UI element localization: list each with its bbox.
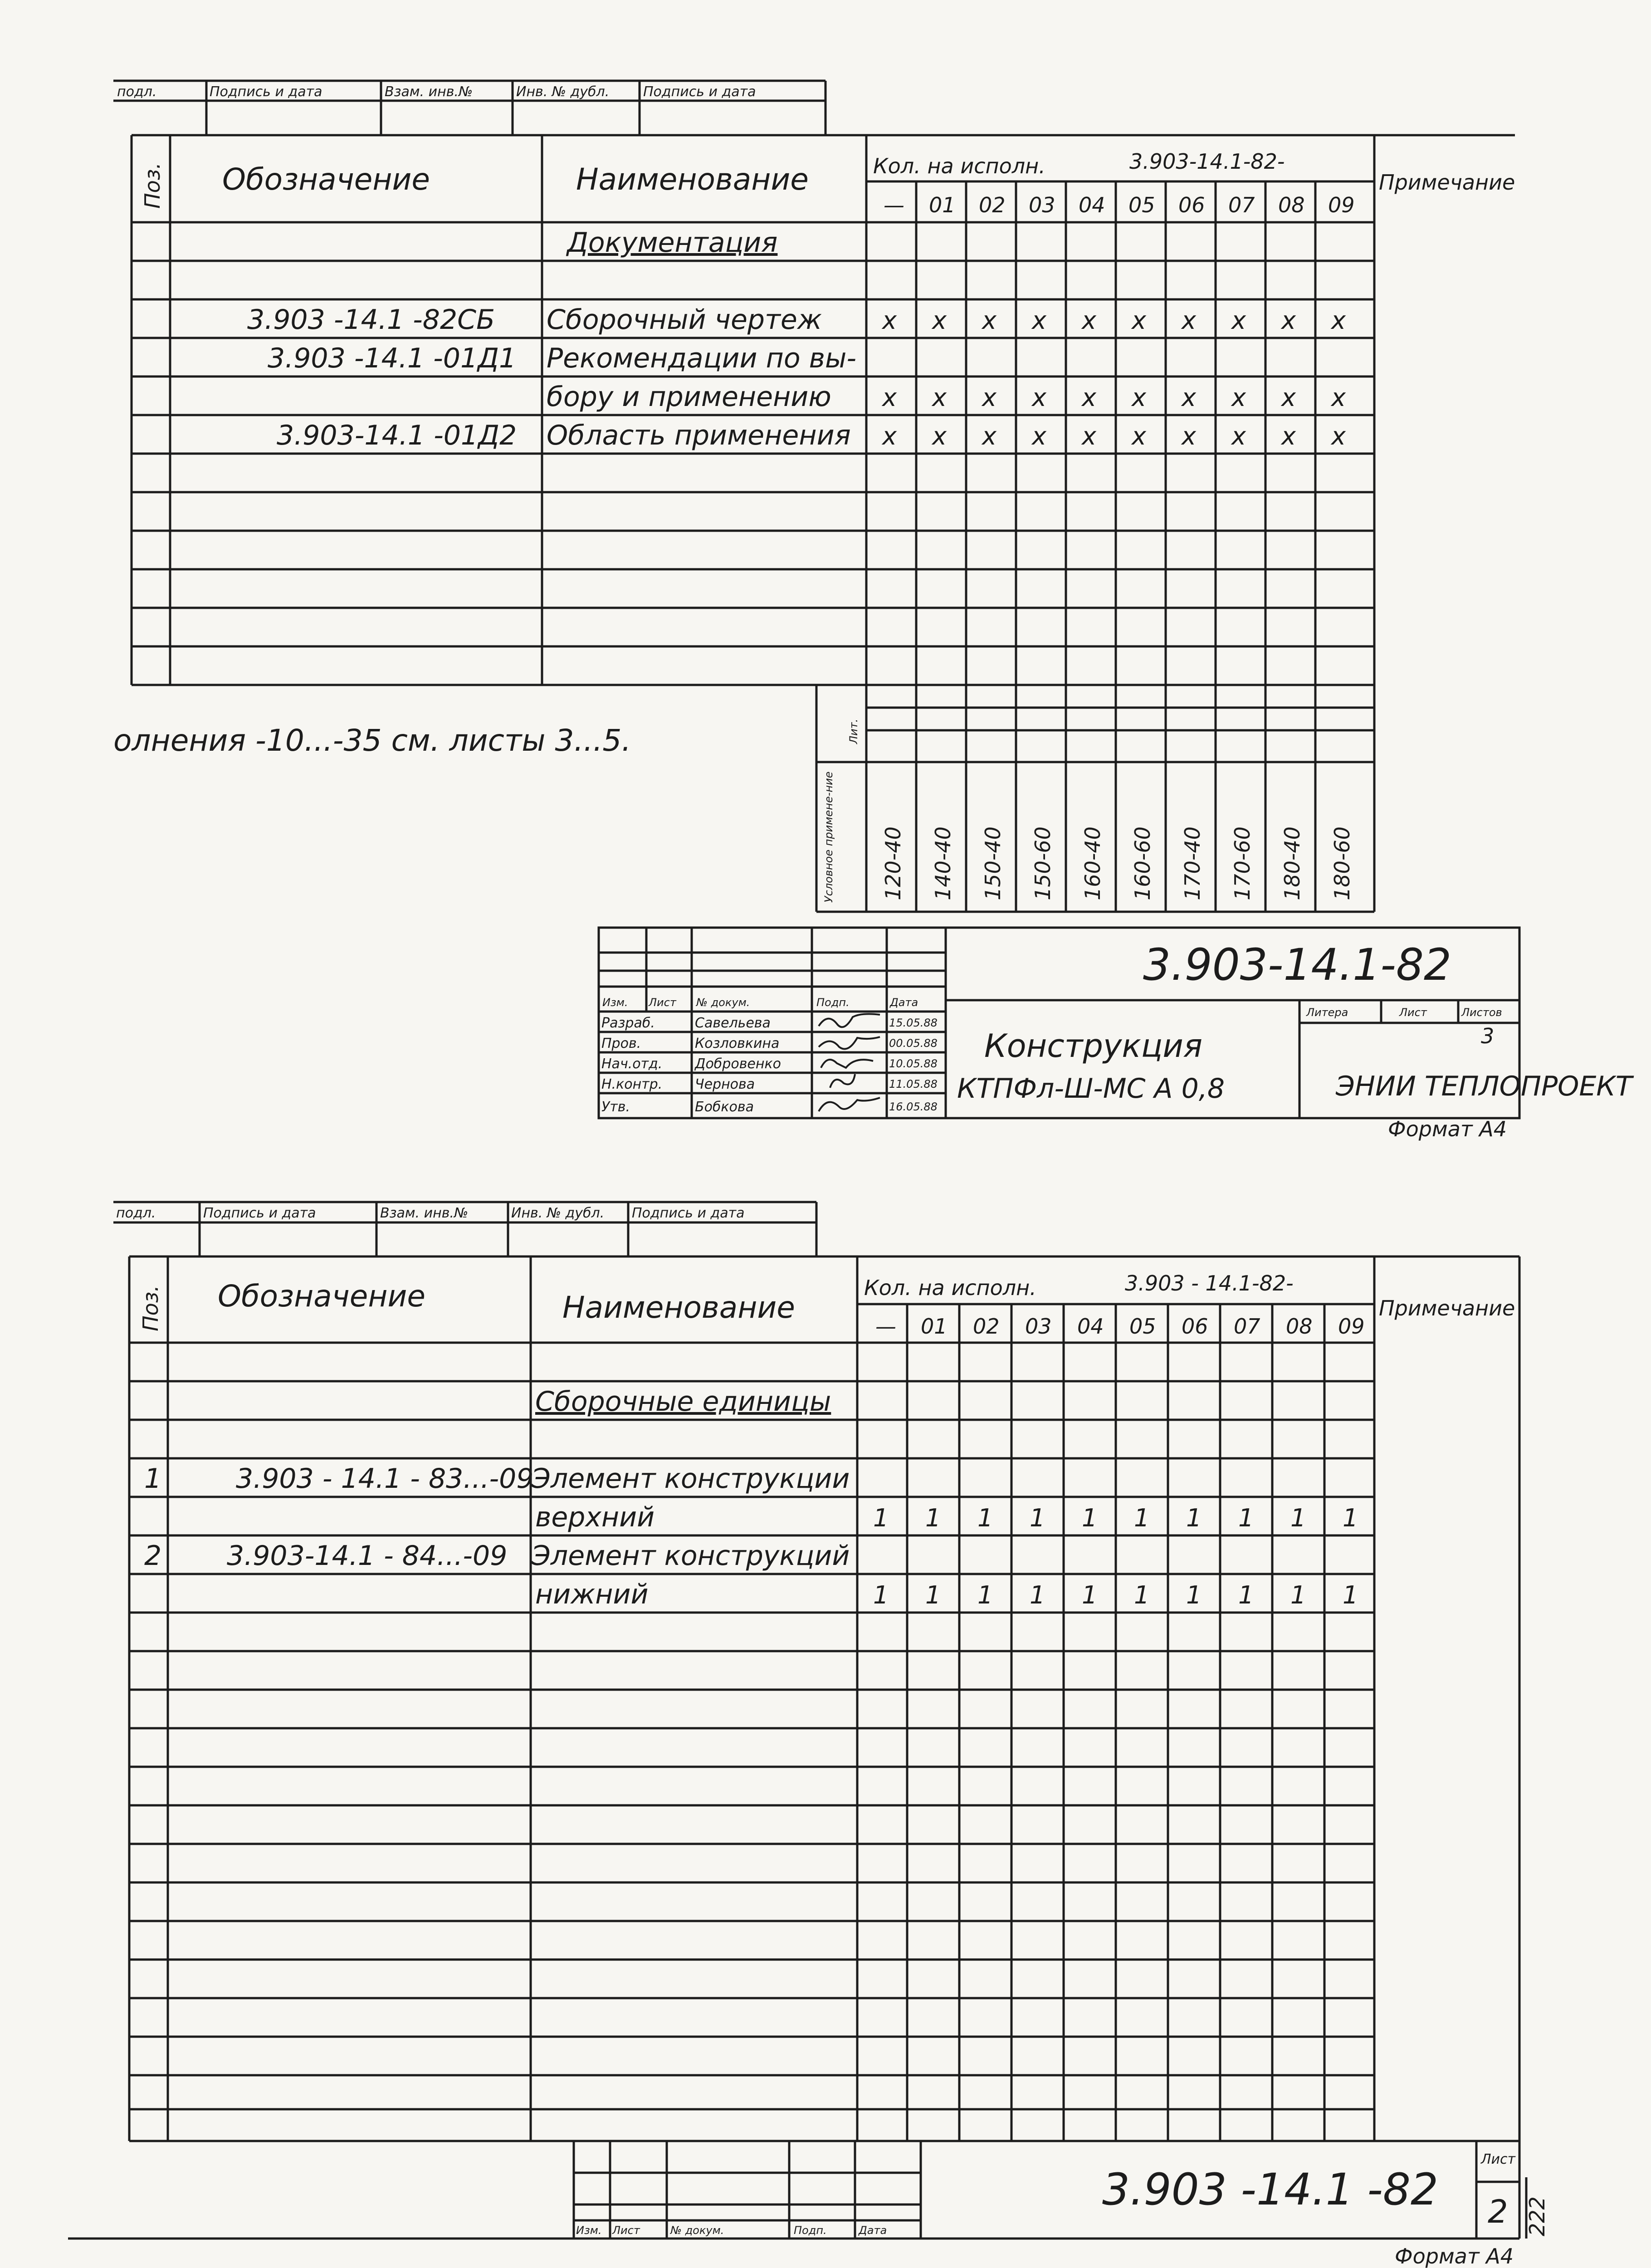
col-label: Изм. [602, 996, 628, 1009]
qty-mark: 1 [1290, 1581, 1306, 1609]
bottom-sheet [68, 1202, 1526, 2239]
role-date: 15.05.88 [889, 1017, 938, 1029]
stamp-label: Подпись и дата [643, 84, 756, 100]
variant-label: 07 [1228, 193, 1255, 217]
col-label: Дата [890, 996, 918, 1009]
stage-label: Литера [1306, 1006, 1348, 1019]
qty-mark: x [1331, 306, 1346, 335]
qty-mark: x [882, 306, 897, 335]
row-name: Сборочный чертеж [547, 304, 822, 336]
qty-mark: x [1082, 383, 1096, 412]
variant-label: 08 [1286, 1314, 1313, 1339]
qty-mark: x [1231, 422, 1246, 450]
apply-value: 170-40 [1180, 826, 1205, 900]
apply-value: 180-60 [1330, 826, 1354, 900]
row-pos: 1 [144, 1463, 162, 1495]
stamp-label: Взам. инв.№ [380, 1205, 469, 1221]
side-number: 222 [1525, 2196, 1549, 2236]
row-designation: 3.903 -14.1 -82СБ [247, 304, 495, 336]
role-name: Добровенко [695, 1056, 781, 1072]
pos-header: Поз. [138, 1285, 163, 1331]
apply-values [881, 826, 1354, 900]
qty-header: Кол. на исполн. [864, 1276, 1036, 1300]
sheet-label: Лист [1481, 2151, 1516, 2167]
role-label: Утв. [601, 1099, 630, 1115]
qty-mark: x [1182, 422, 1196, 450]
note-header: Примечание [1379, 170, 1515, 195]
row-designation: 3.903 -14.1 -01Д1 [268, 342, 517, 374]
col-label: Подп. [794, 2224, 827, 2237]
qty-mark: x [1082, 306, 1096, 335]
apply-label-lit: Лит. [847, 719, 860, 744]
stamp-label: Взам. инв.№ [385, 84, 473, 100]
qty-mark: x [1132, 422, 1146, 450]
col-label: Лист [649, 996, 676, 1009]
apply-value: 140-40 [931, 826, 955, 900]
qty-mark: x [1032, 422, 1046, 450]
qty-mark: 1 [1030, 1504, 1045, 1532]
qty-mark: 1 [977, 1581, 993, 1609]
qty-mark: 1 [925, 1581, 941, 1609]
col-label: Дата [859, 2224, 887, 2237]
row-name: верхний [535, 1501, 655, 1533]
role-date: 00.05.88 [889, 1037, 938, 1050]
stamp-label: Инв. № дубл. [516, 84, 610, 100]
col-label: № докум. [696, 996, 750, 1009]
variant-label: 06 [1178, 193, 1205, 217]
row-name: Элемент конструкций [532, 1540, 850, 1572]
format-label: Формат А4 [1395, 2244, 1514, 2268]
qty-mark: x [1132, 383, 1146, 412]
apply-value: 160-60 [1130, 826, 1155, 900]
qty-mark: 1 [873, 1581, 889, 1609]
row-name: бору и применению [547, 381, 831, 413]
stamp-label: Подпись и дата [210, 84, 322, 100]
stamp-label: подл. [116, 1205, 156, 1221]
variant-label: 03 [1029, 193, 1055, 217]
qty-mark: x [1132, 306, 1146, 335]
qty-mark: x [882, 383, 897, 412]
role-name: Козловкина [695, 1036, 780, 1051]
col-label: № докум. [670, 2224, 724, 2237]
bottom-code: 3.903 -14.1 -82 [1102, 2164, 1439, 2215]
title-line-2: КТПФл-Ш-МС А 0,8 [957, 1073, 1225, 1105]
qty-mark: x [932, 383, 947, 412]
name-header: Наименование [576, 162, 809, 197]
variant-label: — [875, 1314, 896, 1339]
qty-mark: 1 [977, 1504, 993, 1532]
bottom-col-labels [576, 2224, 887, 2237]
apply-value: 170-60 [1230, 826, 1255, 900]
footnote: олнения -10...-35 см. листы 3...5. [113, 723, 631, 758]
variant-label: 01 [929, 193, 956, 217]
variant-label: 02 [979, 193, 1006, 217]
designation-header: Обозначение [218, 1279, 425, 1314]
qty-mark: 1 [1134, 1581, 1150, 1609]
variant-headers [884, 193, 1355, 217]
variant-label: — [884, 193, 904, 217]
row-name: Область применения [547, 420, 851, 451]
qty-mark: x [1032, 306, 1046, 335]
variant-label: 02 [973, 1314, 1000, 1339]
qty-mark: x [1281, 383, 1296, 412]
variant-label: 09 [1328, 193, 1355, 217]
section-title: Сборочные единицы [535, 1386, 831, 1418]
variant-label: 04 [1077, 1314, 1104, 1339]
qty-code: 3.903 - 14.1-82- [1125, 1271, 1294, 1295]
stamp-label: подл. [117, 84, 157, 100]
qty-mark: x [1182, 383, 1196, 412]
qty-header: Кол. на исполн. [873, 154, 1045, 178]
row-designation: 3.903-14.1 -01Д2 [277, 420, 517, 451]
qty-mark: x [982, 422, 996, 450]
role-label: Пров. [601, 1036, 641, 1051]
qty-mark: x [1182, 306, 1196, 335]
qty-mark: 1 [1238, 1581, 1254, 1609]
stamp-label: Подпись и дата [632, 1205, 745, 1221]
row-pos: 2 [144, 1540, 162, 1572]
qty-mark: 1 [1082, 1504, 1098, 1532]
col-label: Лист [612, 2224, 640, 2237]
name-header: Наименование [562, 1290, 795, 1325]
variant-label: 07 [1234, 1314, 1260, 1339]
variant-label: 03 [1025, 1314, 1052, 1339]
apply-value: 160-40 [1080, 826, 1105, 900]
qty-mark: x [882, 422, 897, 450]
qty-mark: x [1281, 306, 1296, 335]
row-name: нижний [535, 1579, 649, 1610]
qty-mark: 1 [1082, 1581, 1098, 1609]
qty-mark: x [1032, 383, 1046, 412]
variant-label: 01 [921, 1314, 948, 1339]
role-date: 10.05.88 [889, 1057, 938, 1070]
top-marks [881, 306, 1346, 450]
qty-mark: x [982, 306, 996, 335]
role-label: Нач.отд. [601, 1056, 663, 1072]
qty-mark: x [1331, 383, 1346, 412]
qty-mark: x [932, 306, 947, 335]
stamp-label: Инв. № дубл. [511, 1205, 605, 1221]
designation-header: Обозначение [222, 162, 430, 197]
apply-label: Условное примене-ние [822, 771, 835, 903]
signature-scribbles [819, 1014, 880, 1111]
qty-mark: 1 [925, 1504, 941, 1532]
qty-mark: 1 [1186, 1581, 1202, 1609]
qty-code: 3.903-14.1-82- [1129, 149, 1285, 174]
qty-mark: 1 [1343, 1581, 1358, 1609]
qty-mark: x [932, 422, 947, 450]
qty-mark: x [1281, 422, 1296, 450]
row-name: Элемент конструкции [532, 1463, 850, 1495]
sheet-number: 2 [1488, 2193, 1508, 2230]
title-col-labels [602, 996, 918, 1009]
section-title: Документация [567, 227, 778, 259]
variant-label: 04 [1079, 193, 1105, 217]
role-label: Н.контр. [601, 1076, 663, 1092]
col-label: Подп. [816, 996, 850, 1009]
col-label: Изм. [576, 2224, 602, 2237]
qty-mark: 1 [873, 1504, 889, 1532]
role-name: Чернова [695, 1076, 755, 1092]
note-header: Примечание [1379, 1296, 1515, 1320]
qty-mark: 1 [1290, 1504, 1306, 1532]
pos-header: Поз. [140, 162, 165, 209]
qty-mark: x [982, 383, 996, 412]
qty-mark: x [1082, 422, 1096, 450]
role-name: Бобкова [695, 1099, 754, 1115]
variant-label: 06 [1182, 1314, 1208, 1339]
stamp-label: Подпись и дата [203, 1205, 316, 1221]
apply-value: 120-40 [881, 826, 905, 900]
variant-label: 05 [1128, 193, 1155, 217]
format-label: Формат А4 [1388, 1117, 1507, 1141]
qty-mark: 1 [1030, 1581, 1045, 1609]
org-name: ЭНИИ ТЕПЛОПРОЕКТ [1336, 1070, 1632, 1102]
variant-headers [875, 1314, 1365, 1339]
role-name: Савельева [695, 1015, 771, 1031]
apply-value: 150-60 [1031, 826, 1055, 900]
qty-mark: 1 [1134, 1504, 1150, 1532]
role-date: 16.05.88 [889, 1100, 938, 1113]
sheet-label: Лист [1399, 1006, 1427, 1019]
qty-mark: 1 [1186, 1504, 1202, 1532]
sheets-label: Листов [1461, 1006, 1502, 1019]
title-line-1: Конструкция [984, 1027, 1202, 1065]
qty-mark: x [1231, 383, 1246, 412]
role-label: Разраб. [601, 1015, 655, 1031]
row-designation: 3.903 - 14.1 - 83...-09 [236, 1463, 534, 1495]
qty-mark: 1 [1238, 1504, 1254, 1532]
variant-label: 08 [1278, 193, 1305, 217]
row-designation: 3.903-14.1 - 84...-09 [227, 1540, 508, 1572]
qty-mark: 1 [1343, 1504, 1358, 1532]
qty-mark: x [1231, 306, 1246, 335]
role-date: 11.05.88 [889, 1078, 938, 1090]
variant-label: 09 [1338, 1314, 1365, 1339]
sheets-value: 3 [1481, 1024, 1495, 1048]
row-name: Рекомендации по вы- [547, 342, 856, 374]
apply-value: 180-40 [1280, 826, 1304, 900]
title-code: 3.903-14.1-82 [1143, 939, 1452, 990]
apply-value: 150-40 [981, 826, 1005, 900]
qty-mark: x [1331, 422, 1346, 450]
variant-label: 05 [1129, 1314, 1156, 1339]
